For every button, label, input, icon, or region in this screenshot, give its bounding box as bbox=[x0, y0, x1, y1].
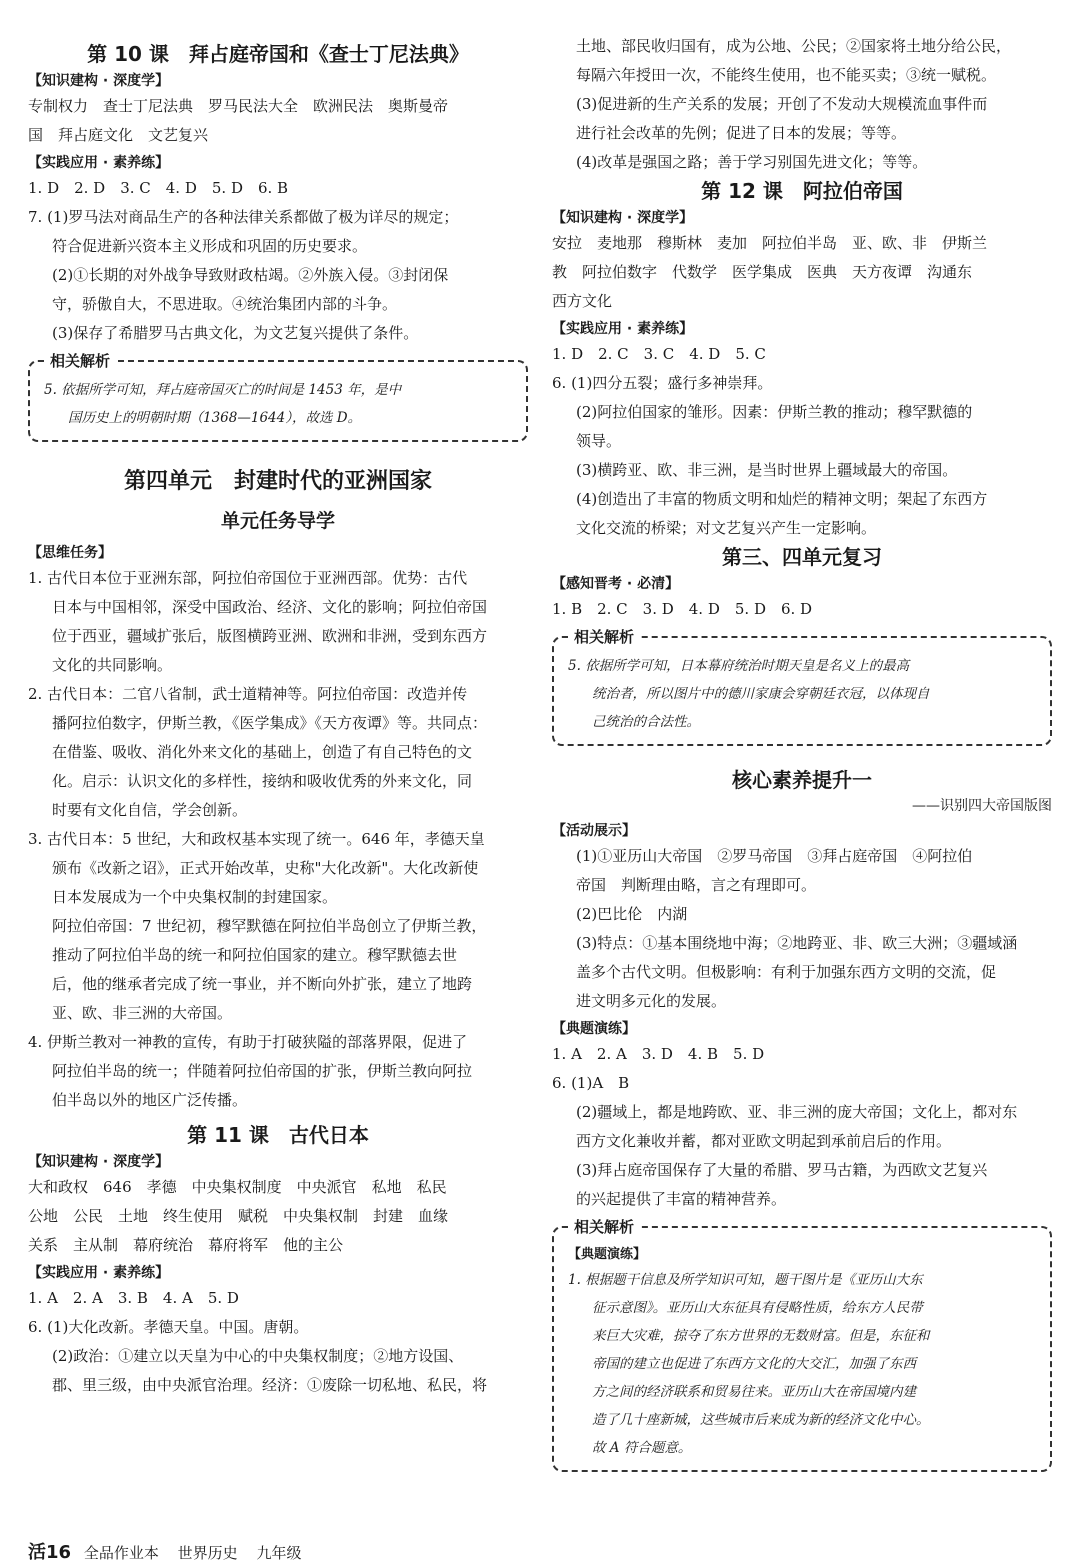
section-practice: 【实践应用 · 素养练】 bbox=[28, 155, 170, 171]
analysis-line: 国历史上的明朝时期（1368—1644），故选 D。 bbox=[68, 410, 362, 426]
answer-line: 7. (1)罗马法对商品生产的各种法律关系都做了极为详尽的规定； bbox=[28, 208, 459, 226]
text-line: 位于西亚，疆域扩张后，版图横跨亚洲、欧洲和非洲，受到东西方 bbox=[52, 627, 488, 645]
section-practice: 【实践应用 · 素养练】 bbox=[552, 321, 694, 337]
answer-line: 6. (1)大化改新。孝德天皇。中国。唐朝。 bbox=[28, 1318, 309, 1336]
text-line: 方之间的经济联系和贸易往来。亚历山大在帝国境内建 bbox=[592, 1384, 916, 1400]
section-knowledge: 【知识建构 · 深度学】 bbox=[28, 1154, 170, 1170]
answer-line: 1. A 2. A 3. B 4. A 5. D bbox=[28, 1289, 239, 1307]
unit-4-answers bbox=[28, 564, 528, 1115]
text-line: 1. 根据题干信息及所学知识可知，题干图片是《亚历山大东 bbox=[568, 1272, 923, 1288]
text-line: 日本与中国相邻，深受中国政治、经济、文化的影响；阿拉伯帝国 bbox=[52, 598, 488, 616]
left-column bbox=[28, 0, 528, 1400]
core-title: 核心素养提升一 bbox=[732, 768, 872, 792]
answer-line: (2)政治：①建立以天皇为中心的中央集权制度；②地方设国、 bbox=[52, 1347, 464, 1365]
text-line: 故 A 符合题意。 bbox=[592, 1440, 692, 1456]
analysis-label: 相关解析 bbox=[568, 1216, 640, 1237]
text-line: 1. A 2. A 3. D 4. B 5. D bbox=[552, 1045, 765, 1063]
analysis-box bbox=[552, 1218, 1052, 1472]
text-line: 的兴起提供了丰富的精神营养。 bbox=[576, 1190, 787, 1208]
text-line: 3. 古代日本：5 世纪，大和政权基本实现了统一。646 年，孝德天皇 bbox=[28, 830, 485, 848]
answer-line: (2)①长期的对外战争导致财政枯竭。②外族入侵。③封闭保 bbox=[52, 266, 449, 284]
text-line: 西方文化兼收并蓄，都对亚欧文明起到承前启后的作用。 bbox=[576, 1132, 952, 1150]
text-line: 己统治的合法性。 bbox=[592, 714, 700, 730]
text-line: 2. 古代日本：二官八省制，武士道精神等。阿拉伯帝国：改造并传 bbox=[28, 685, 468, 703]
text-line: 时要有文化自信，学会创新。 bbox=[52, 801, 248, 819]
keywords-line: 西方文化 bbox=[552, 292, 613, 310]
text-line: 文化的共同影响。 bbox=[52, 656, 173, 674]
keywords-line: 关系 主从制 幕府统治 幕府将军 他的主公 bbox=[28, 1236, 344, 1254]
text-line: 亚、欧、非三洲的大帝国。 bbox=[52, 1004, 233, 1022]
text-line: (3)促进新的生产关系的发展；开创了不发动大规模流血事件而 bbox=[576, 95, 988, 113]
text-line: 盖多个古代文明。但极影响：有利于加强东西方文明的交流，促 bbox=[576, 963, 997, 981]
text-line: 帝国的建立也促进了东西方文化的大交汇，加强了东西 bbox=[592, 1356, 916, 1372]
answer-line: (3)保存了希腊罗马古典文化，为文艺复兴提供了条件。 bbox=[52, 324, 419, 342]
analysis-section: 【典题演练】 bbox=[568, 1247, 647, 1262]
lesson-12-answers bbox=[552, 340, 1052, 543]
answer-line: 1. B 2. C 3. D 4. D 5. D 6. D bbox=[552, 600, 813, 618]
text-line: 后，他的继承者完成了统一事业，并不断向外扩张，建立了地跨 bbox=[52, 975, 473, 993]
text-line: 阿拉伯帝国：7 世纪初，穆罕默德在阿拉伯半岛创立了伊斯兰教， bbox=[52, 917, 487, 935]
lesson-10-title: 第 10 课 拜占庭帝国和《查士丁尼法典》 bbox=[87, 42, 469, 66]
text-line: 1. D 2. C 3. C 4. D 5. C bbox=[552, 345, 766, 363]
book-title: 全品作业本 bbox=[83, 1544, 159, 1562]
analysis-box bbox=[552, 628, 1052, 746]
page-footer bbox=[28, 1538, 315, 1564]
text-line: 推动了阿拉伯半岛的统一和阿拉伯国家的建立。穆罕默德去世 bbox=[52, 946, 458, 964]
section-knowledge: 【知识建构 · 深度学】 bbox=[552, 210, 694, 226]
keywords-line: 公地 公民 土地 终生使用 赋税 中央集权制 封建 血缘 bbox=[28, 1207, 449, 1225]
section-practice: 【实践应用 · 素养练】 bbox=[28, 1265, 170, 1281]
text-line: (4)创造出了丰富的物质文明和灿烂的精神文明；架起了东西方 bbox=[576, 490, 988, 508]
text-line: 6. (1)四分五裂；盛行多神崇拜。 bbox=[552, 374, 773, 392]
text-line: (1)①亚历山大帝国 ②罗马帝国 ③拜占庭帝国 ④阿拉伯 bbox=[576, 847, 973, 865]
text-line: 统治者，所以图片中的德川家康会穿朝廷衣冠，以体现自 bbox=[592, 686, 930, 702]
text-line: 化。启示：认识文化的多样性，接纳和吸收优秀的外来文化，同 bbox=[52, 772, 473, 790]
section-review: 【感知晋考 · 必清】 bbox=[552, 576, 680, 592]
unit-guide-title: 单元任务导学 bbox=[220, 510, 335, 532]
text-line: 6. (1)A B bbox=[552, 1074, 630, 1092]
unit-4-title: 第四单元 封建时代的亚洲国家 bbox=[123, 469, 432, 494]
text-line: 帝国 判断理由略，言之有理即可。 bbox=[576, 876, 817, 894]
analysis-label: 相关解析 bbox=[568, 626, 640, 647]
text-line: 每隔六年授田一次，不能终生使用，也不能买卖；③统一赋税。 bbox=[576, 66, 997, 84]
text-line: 领导。 bbox=[576, 432, 622, 450]
text-line: 日本发展成为一个中央集权制的封建国家。 bbox=[52, 888, 338, 906]
text-line: (3)拜占庭帝国保存了大量的希腊、罗马古籍，为西欧文艺复兴 bbox=[576, 1161, 988, 1179]
text-line: 4. 伊斯兰教对一神教的宣传，有助于打破狭隘的部落界限，促进了 bbox=[28, 1033, 468, 1051]
text-line: (2)疆域上，都是地跨欧、亚、非三洲的庞大帝国；文化上，都对东 bbox=[576, 1103, 1018, 1121]
section-knowledge: 【知识建构 · 深度学】 bbox=[28, 73, 170, 89]
analysis-line: 5. 依据所学可知，拜占庭帝国灭亡的时间是 1453 年，是中 bbox=[44, 382, 402, 398]
text-line: 进行社会改革的先例；促进了日本的发展；等等。 bbox=[576, 124, 907, 142]
text-line: (2)阿拉伯国家的雏形。因素：伊斯兰教的推动；穆罕默德的 bbox=[576, 403, 973, 421]
text-line: (3)特点：①基本围绕地中海；②地跨亚、非、欧三大洲；③疆域涵 bbox=[576, 934, 1018, 952]
continued-answers bbox=[552, 32, 1052, 177]
answer-line: 守，骄傲自大，不思进取。④统治集团内部的斗争。 bbox=[52, 295, 398, 313]
text-line: (4)改革是强国之路；善于学习别国先进文化；等等。 bbox=[576, 153, 928, 171]
core-subtitle: ——识别四大帝国版图 bbox=[912, 798, 1052, 814]
section-thinking: 【思维任务】 bbox=[28, 545, 112, 561]
section-activity: 【活动展示】 bbox=[552, 823, 636, 839]
section-exercise: 【典题演练】 bbox=[552, 1021, 636, 1037]
subject: 世界历史 bbox=[177, 1544, 238, 1562]
keywords-line: 大和政权 646 孝德 中央集权制度 中央派官 私地 私民 bbox=[28, 1178, 447, 1196]
page-number: 活16 bbox=[28, 1542, 72, 1563]
lesson-11-title: 第 11 课 古代日本 bbox=[187, 1123, 369, 1147]
keywords-line: 安拉 麦地那 穆斯林 麦加 阿拉伯半岛 亚、欧、非 伊斯兰 bbox=[552, 234, 988, 252]
text-line: 造了几十座新城，这些城市后来成为新的经济文化中心。 bbox=[592, 1412, 930, 1428]
answer-line: 郡、里三级，由中央派官治理。经济：①废除一切私地、私民，将 bbox=[52, 1376, 488, 1394]
text-line: 进文明多元化的发展。 bbox=[576, 992, 727, 1010]
keywords-line: 国 拜占庭文化 文艺复兴 bbox=[28, 126, 209, 144]
text-line: 伯半岛以外的地区广泛传播。 bbox=[52, 1091, 248, 1109]
text-line: 征示意图》。亚历山大东征具有侵略性质，给东方人民带 bbox=[592, 1300, 923, 1316]
answer-line: 符合促进新兴资本主义形成和巩固的历史要求。 bbox=[52, 237, 368, 255]
text-line: 播阿拉伯数字，伊斯兰教，《医学集成》《天方夜谭》等。共同点： bbox=[52, 714, 488, 732]
text-line: 1. 古代日本位于亚洲东部，阿拉伯帝国位于亚洲西部。优势：古代 bbox=[28, 569, 468, 587]
text-line: 5. 依据所学可知，日本幕府统治时期天皇是名义上的最高 bbox=[568, 658, 910, 674]
review-title: 第三、四单元复习 bbox=[722, 545, 882, 569]
keywords-line: 教 阿拉伯数字 代数学 医学集成 医典 天方夜谭 沟通东 bbox=[552, 263, 973, 281]
answer-line: 1. D 2. D 3. C 4. D 5. D 6. B bbox=[28, 179, 289, 197]
text-line: (3)横跨亚、欧、非三洲，是当时世界上疆域最大的帝国。 bbox=[576, 461, 958, 479]
text-line: 来巨大灾难，掠夺了东方世界的无数财富。但是，东征和 bbox=[592, 1328, 930, 1344]
text-line: 土地、部民收归国有，成为公地、公民；②国家将土地分给公民， bbox=[576, 37, 1012, 55]
lesson-12-title: 第 12 课 阿拉伯帝国 bbox=[701, 179, 903, 203]
analysis-label: 相关解析 bbox=[44, 350, 116, 371]
text-line: 文化交流的桥梁；对文艺复兴产生一定影响。 bbox=[576, 519, 877, 537]
text-line: 颁布《改新之诏》，正式开始改革，史称"大化改新"。大化改新使 bbox=[52, 859, 479, 877]
keywords-line: 专制权力 查士丁尼法典 罗马民法大全 欧洲民法 奥斯曼帝 bbox=[28, 97, 449, 115]
right-column bbox=[552, 0, 1052, 1482]
text-line: 在借鉴、吸收、消化外来文化的基础上，创造了有自己特色的文 bbox=[52, 743, 473, 761]
grade: 九年级 bbox=[256, 1544, 302, 1562]
text-line: 阿拉伯半岛的统一；伴随着阿拉伯帝国的扩张，伊斯兰教向阿拉 bbox=[52, 1062, 473, 1080]
text-line: (2)巴比伦 内湖 bbox=[576, 905, 688, 923]
analysis-box bbox=[28, 352, 528, 442]
